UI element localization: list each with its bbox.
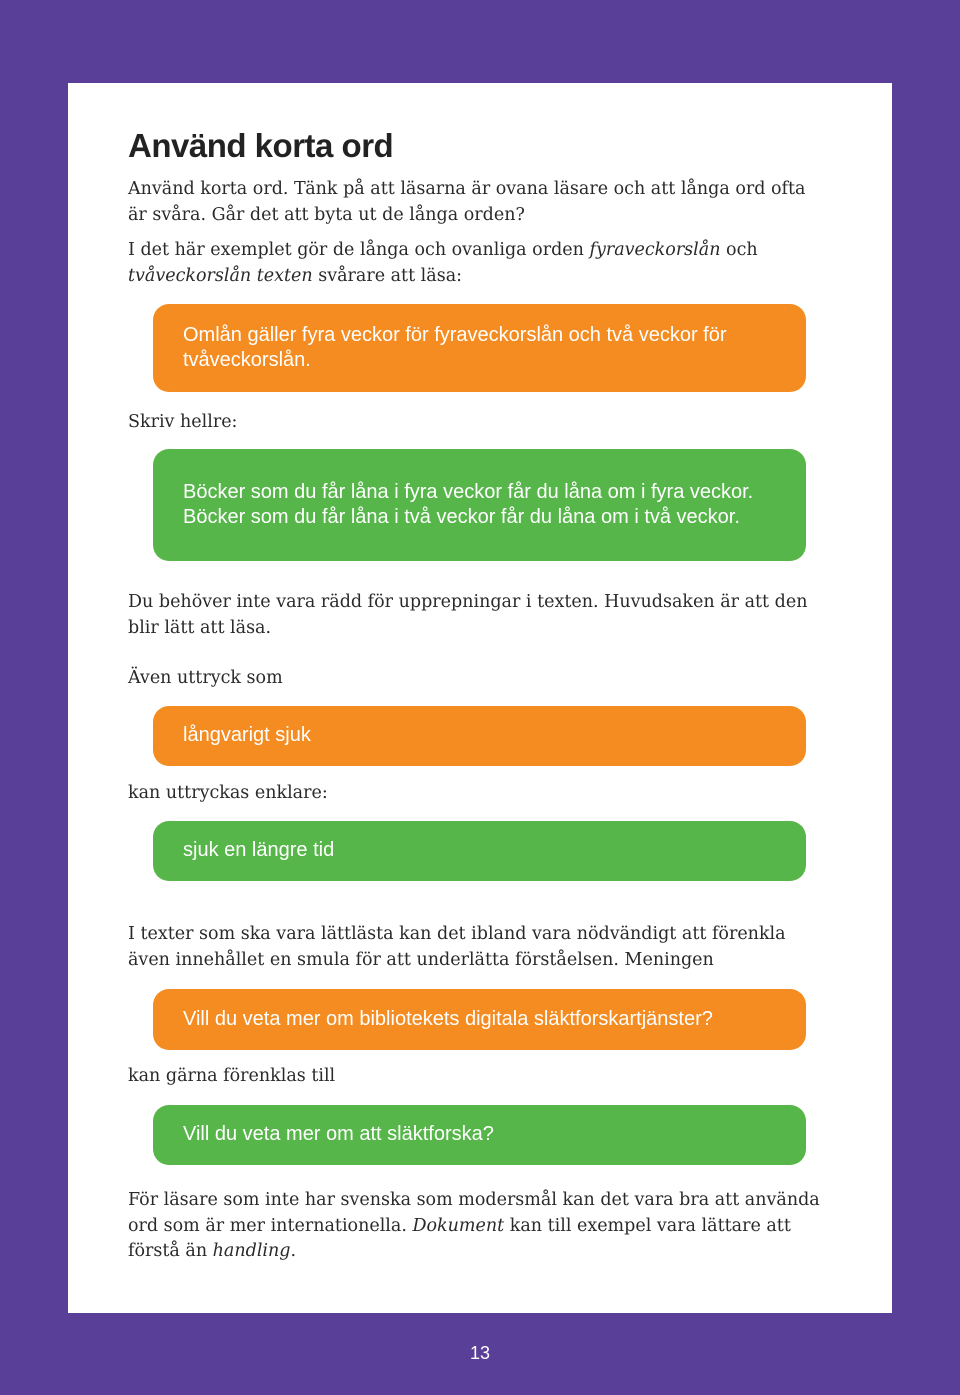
write-instead-label: Skriv hellre: xyxy=(128,412,238,432)
example-word-2: tvåveckorslån texten xyxy=(128,265,313,286)
phrase-simple-text: sjuk en längre tid xyxy=(183,839,335,862)
sentence-box-simple xyxy=(153,1105,806,1165)
simplify-content-paragraph: I texter som ska vara lättlästa kan det ibland vara nödvändigt att förenkla även innehållet en smula för att underlätta förståelsen. Meningen xyxy=(128,924,786,970)
phrase-complex-text: långvarigt sjuk xyxy=(183,724,311,747)
phrase-box-simple xyxy=(153,821,806,881)
phrase-box-complex xyxy=(153,706,806,766)
example-box-text: Omlån gäller fyra veckor för fyraveckorslån och två veckor för tvåveckorslån. xyxy=(183,323,727,371)
page-title: Använd korta ord xyxy=(128,127,394,164)
example-box-rewritten xyxy=(153,449,806,561)
example-text-1: I det här exemplet gör de långa och ovanliga orden xyxy=(128,240,590,260)
sentence-box-complex xyxy=(153,989,806,1050)
international-word-1: Dokument xyxy=(412,1215,505,1236)
international-word-2: handling xyxy=(212,1241,291,1261)
example-paragraph xyxy=(128,238,828,289)
even-phrases-label: Även uttryck som xyxy=(128,668,283,688)
international-text-3: . xyxy=(290,1241,297,1261)
repetition-paragraph: Du behöver inte vara rädd för upprepningar i texten. Huvudsaken är att den blir lätt att läsa. xyxy=(128,592,808,638)
intro-paragraph: Använd korta ord. Tänk på att läsarna är ovana läsare och att långa ord ofta är svåra. Går det att byta ut de långa orden? xyxy=(128,179,806,225)
rewritten-box-text: Böcker som du får låna i fyra veckor får du låna om i fyra veckor. Böcker som du får låna i två veckor får du låna om i två veckor. xyxy=(183,480,754,528)
international-paragraph xyxy=(128,1188,828,1265)
international-text-1: För läsare som inte har svenska som modersmål kan det vara bra att använda ord som är mer internationella. xyxy=(128,1190,820,1236)
example-text-3: svårare att läsa: xyxy=(312,265,463,286)
example-text-2: och xyxy=(720,240,758,260)
page xyxy=(68,83,892,1313)
page-number: 13 xyxy=(469,1343,491,1363)
sentence-simple-text: Vill du veta mer om att släktforska? xyxy=(183,1123,494,1146)
sentence-complex-text: Vill du veta mer om bibliotekets digitala släktforskartjänster? xyxy=(183,1007,713,1030)
example-box-long-words xyxy=(153,304,806,392)
example-word-1: fyraveckorslån xyxy=(589,240,721,260)
international-text-2: kan till exempel vara lättare att förstå än xyxy=(128,1215,791,1261)
simpler-label: kan uttryckas enklare: xyxy=(128,783,328,803)
can-simplify-label: kan gärna förenklas till xyxy=(128,1066,336,1086)
